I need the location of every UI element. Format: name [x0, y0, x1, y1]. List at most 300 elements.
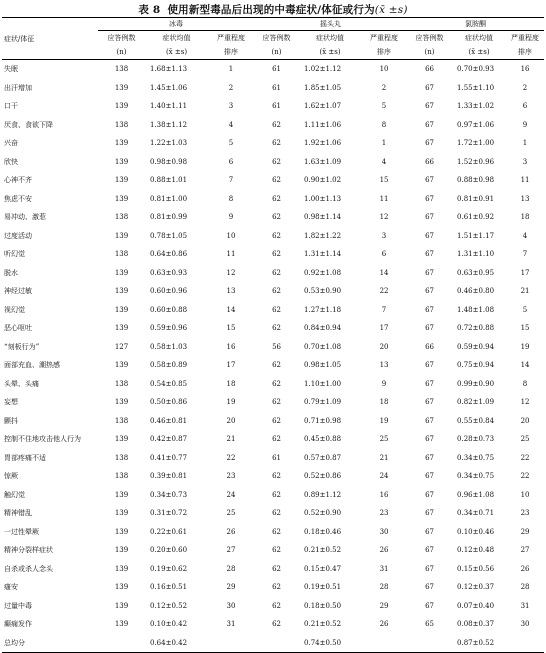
response-count-cell: 62 [272, 379, 281, 388]
severity-rank-cell: 7 [522, 250, 528, 259]
symptom-name: 易冲动、激惹 [4, 213, 46, 222]
symptom-mean-cell: 0.52±0.90 [304, 509, 342, 518]
group-header-ice: 冰毒 [98, 18, 254, 31]
symptom-name: 触幻觉 [4, 490, 25, 499]
severity-rank-cell: 12 [520, 398, 530, 407]
severity-rank-cell: 16 [379, 490, 389, 499]
severity-rank-cell: 17 [379, 324, 389, 333]
symptom-mean-cell: 0.34±0.71 [457, 509, 495, 518]
severity-rank-cell: 21 [520, 287, 530, 296]
severity-rank-cell [208, 634, 254, 653]
severity-rank-cell: 23 [379, 509, 389, 518]
severity-rank-cell: 15 [520, 324, 530, 333]
severity-rank-cell: 2 [228, 83, 234, 92]
symptom-name: 口干 [4, 102, 18, 111]
symptom-mean-cell: 0.81±0.91 [457, 194, 495, 203]
table-row [2, 319, 544, 338]
severity-rank-cell: 13 [379, 361, 389, 370]
response-count-cell: 139 [114, 398, 129, 407]
symptom-mean-cell: 0.61±0.92 [457, 213, 495, 222]
table-row [2, 375, 544, 394]
response-count-cell: 62 [272, 583, 281, 592]
response-count-cell: 62 [272, 231, 281, 240]
symptom-mean-cell: 0.63±0.95 [457, 268, 495, 277]
symptom-mean-cell: 0.78±1.05 [150, 231, 188, 240]
table-row [2, 467, 544, 486]
symptom-mean-cell: 0.98±0.98 [150, 157, 188, 166]
severity-rank-cell [361, 634, 407, 653]
response-count-cell: 139 [114, 490, 129, 499]
severity-rank-cell: 20 [226, 416, 236, 425]
symptom-mean-cell: 0.88±0.98 [457, 176, 495, 185]
symptom-mean-cell: 0.15±0.56 [457, 564, 495, 573]
symptom-mean-cell: 1.31±1.14 [304, 250, 342, 259]
symptom-mean-cell: 1.22±1.03 [150, 139, 188, 148]
severity-rank-cell: 23 [226, 472, 236, 481]
response-count-cell [254, 634, 299, 653]
table-row [2, 393, 544, 412]
severity-rank-cell: 22 [226, 453, 236, 462]
response-count-cell: 138 [114, 250, 129, 259]
symptom-column-header: 症状/体征 [4, 34, 35, 43]
symptom-mean-cell: 0.28±0.73 [457, 435, 495, 444]
severity-rank-cell: 25 [226, 509, 236, 518]
severity-rank-cell: 13 [226, 287, 236, 296]
response-count-cell: 67 [425, 453, 434, 462]
severity-rank-cell: 22 [520, 453, 530, 462]
response-count-cell: 67 [425, 250, 434, 259]
table-row [2, 171, 544, 190]
symptom-mean-cell: 0.52±0.86 [304, 472, 342, 481]
severity-rank-cell: 1 [228, 65, 234, 74]
response-count-cell: 139 [114, 287, 129, 296]
table-row [2, 97, 544, 116]
symptom-name: 心神不齐 [4, 176, 32, 185]
response-count-cell: 139 [114, 102, 129, 111]
response-count-cell: 62 [272, 305, 281, 314]
severity-rank-cell: 4 [381, 157, 387, 166]
symptom-mean-cell: 1.51±1.17 [457, 231, 495, 240]
response-count-cell: 62 [272, 176, 281, 185]
severity-rank-cell: 14 [226, 305, 236, 314]
severity-rank-cell: 5 [522, 305, 528, 314]
severity-rank-cell: 8 [522, 379, 528, 388]
table-number: 表 8 [138, 4, 161, 16]
severity-rank-cell: 31 [520, 601, 530, 610]
symptom-mean-cell: 0.45±0.88 [304, 435, 342, 444]
symptom-mean-cell: 0.60±0.96 [150, 287, 188, 296]
severity-rank-cell: 26 [379, 620, 389, 629]
symptom-name: 面部充血、潮热感 [4, 361, 60, 370]
column-subheader: (n) [424, 48, 435, 56]
response-count-cell: 67 [425, 194, 434, 203]
symptom-mean-cell: 0.15±0.47 [304, 564, 342, 573]
response-count-cell: 67 [425, 231, 434, 240]
symptom-mean-cell: 0.22±0.61 [150, 527, 188, 536]
response-count-cell: 62 [272, 120, 281, 129]
response-count-cell: 62 [272, 620, 281, 629]
response-count-cell: 67 [425, 546, 434, 555]
severity-rank-cell: 5 [228, 139, 234, 148]
symptom-mean-cell: 0.64±0.86 [150, 250, 188, 259]
response-count-cell: 139 [114, 546, 129, 555]
table-row [2, 504, 544, 523]
table-row [2, 227, 544, 246]
table-row [2, 449, 544, 468]
response-count-cell: 67 [425, 583, 434, 592]
severity-rank-cell: 27 [226, 546, 236, 555]
table-row [2, 560, 544, 579]
column-header: 严重程度 [370, 34, 399, 42]
table-row [2, 190, 544, 209]
column-header: 症状均值 [162, 34, 191, 42]
symptom-mean-cell: 0.81±1.00 [150, 194, 188, 203]
severity-rank-cell: 10 [379, 65, 389, 74]
severity-rank-cell: 11 [226, 250, 236, 259]
symptom-name: 癫痫发作 [4, 620, 32, 629]
severity-rank-cell: 3 [381, 231, 387, 240]
severity-rank-cell: 2 [381, 83, 387, 92]
severity-rank-cell: 31 [379, 564, 389, 573]
table-row [2, 264, 544, 283]
severity-rank-cell: 24 [379, 472, 389, 481]
table-row [2, 208, 544, 227]
severity-rank-cell: 14 [520, 361, 530, 370]
table-row [2, 486, 544, 505]
symptom-mean-cell: 0.50±0.86 [150, 398, 188, 407]
column-subheader: 排序 [377, 48, 392, 56]
severity-rank-cell: 18 [520, 213, 530, 222]
table-body [2, 60, 544, 653]
symptom-mean-cell: 0.18±0.46 [304, 527, 342, 536]
table-row [2, 60, 544, 79]
response-count-cell: 139 [114, 324, 129, 333]
response-count-cell: 67 [425, 139, 434, 148]
severity-rank-cell: 26 [379, 546, 389, 555]
symptom-mean-cell: 0.34±0.75 [457, 453, 495, 462]
symptom-mean-cell: 0.57±0.87 [304, 453, 342, 462]
response-count-cell: 67 [425, 416, 434, 425]
symptom-mean-cell: 0.16±0.51 [150, 583, 188, 592]
response-count-cell: 62 [272, 564, 281, 573]
symptom-mean-cell: 0.34±0.73 [150, 490, 188, 499]
severity-rank-cell: 9 [522, 120, 528, 129]
severity-rank-cell: 6 [228, 157, 234, 166]
response-count-cell: 139 [114, 527, 129, 536]
severity-rank-cell: 20 [520, 416, 530, 425]
symptom-name: 瘙安 [4, 583, 18, 592]
symptom-name: 兴奋 [4, 139, 18, 148]
symptom-mean-cell: 1.82±1.22 [304, 231, 342, 240]
symptom-mean-cell: 1.72±1.00 [457, 139, 495, 148]
column-subheader: (x̄ ±s) [165, 48, 188, 56]
symptom-name: 神经过敏 [4, 287, 32, 296]
symptom-mean-cell: 0.20±0.60 [150, 546, 188, 555]
response-count-cell: 66 [425, 342, 434, 351]
column-header: 严重程度 [511, 34, 540, 42]
column-header: 应答例数 [107, 34, 136, 42]
response-count-cell: 139 [114, 176, 129, 185]
response-count-cell: 67 [425, 287, 434, 296]
severity-rank-cell: 3 [522, 157, 528, 166]
response-count-cell: 67 [425, 83, 434, 92]
severity-rank-cell: 15 [226, 324, 236, 333]
severity-rank-cell: 6 [381, 250, 387, 259]
symptom-mean-cell: 0.46±0.80 [457, 287, 495, 296]
severity-rank-cell: 21 [226, 435, 236, 444]
severity-rank-cell: 18 [379, 398, 389, 407]
response-count-cell: 139 [114, 509, 129, 518]
symptom-name: 过度活动 [4, 231, 32, 240]
symptom-name: 听幻觉 [4, 250, 25, 259]
severity-rank-cell: 12 [379, 213, 389, 222]
severity-rank-cell: 4 [228, 120, 234, 129]
response-count-cell: 67 [425, 379, 434, 388]
severity-rank-cell: 8 [381, 120, 387, 129]
response-count-cell: 138 [114, 416, 129, 425]
symptom-name: 脱水 [4, 268, 18, 277]
severity-rank-cell: 26 [520, 564, 530, 573]
response-count-cell: 67 [425, 601, 434, 610]
symptom-mean-cell: 0.75±0.94 [457, 361, 495, 370]
table-row [2, 578, 544, 597]
response-count-cell: 138 [114, 65, 129, 74]
group-header-ecstasy: 摇头丸 [254, 18, 407, 31]
response-count-cell: 62 [272, 546, 281, 555]
severity-rank-cell: 25 [379, 435, 389, 444]
severity-rank-cell: 21 [379, 453, 389, 462]
severity-rank-cell: 19 [226, 398, 236, 407]
column-header: 严重程度 [217, 34, 246, 42]
symptom-name: 出汗增加 [4, 83, 32, 92]
response-count-cell: 66 [425, 157, 434, 166]
symptom-mean-cell: 0.71±0.98 [304, 416, 342, 425]
severity-rank-cell [506, 634, 544, 653]
severity-rank-cell: 20 [379, 342, 389, 351]
severity-rank-cell: 29 [379, 601, 389, 610]
response-count-cell: 67 [425, 435, 434, 444]
symptom-mean-cell: 0.08±0.37 [457, 620, 495, 629]
severity-rank-cell: 28 [379, 583, 389, 592]
response-count-cell: 127 [114, 342, 129, 351]
response-count-cell: 139 [114, 83, 129, 92]
symptom-mean-cell: 1.38±1.12 [150, 120, 188, 129]
symptom-mean-cell: 0.70±0.93 [457, 65, 495, 74]
symptom-mean-cell: 1.33±1.02 [457, 102, 495, 111]
symptom-mean-cell: 0.18±0.50 [304, 601, 342, 610]
severity-rank-cell: 17 [226, 361, 236, 370]
severity-rank-cell: 28 [226, 564, 236, 573]
symptom-name: 精神分裂样症状 [4, 546, 53, 555]
symptom-mean-cell: 0.84±0.94 [304, 324, 342, 333]
response-count-cell: 62 [272, 250, 281, 259]
severity-rank-cell: 22 [520, 472, 530, 481]
severity-rank-cell: 19 [520, 342, 530, 351]
symptom-table [2, 17, 544, 653]
table-header [2, 18, 544, 60]
symptom-mean-cell: 0.63±0.93 [150, 268, 188, 277]
symptom-name: 一过性晕厥 [4, 527, 39, 536]
severity-rank-cell: 12 [226, 268, 236, 277]
severity-rank-cell: 30 [520, 620, 530, 629]
symptom-mean-cell: 0.21±0.52 [304, 546, 342, 555]
symptom-name: 精神错乱 [4, 509, 32, 518]
response-count-cell: 139 [114, 435, 129, 444]
severity-rank-cell: 30 [379, 527, 389, 536]
response-count-cell: 62 [272, 194, 281, 203]
response-count-cell: 138 [114, 213, 129, 222]
symptom-mean-cell: 1.92±1.06 [304, 139, 342, 148]
column-subheader: 排序 [518, 48, 533, 56]
response-count-cell: 67 [425, 490, 434, 499]
symptom-mean-cell: 1.68±1.13 [150, 65, 188, 74]
symptom-mean-cell: 0.81±0.99 [150, 213, 188, 222]
symptom-mean-cell: 1.27±1.18 [304, 305, 342, 314]
symptom-mean-cell: 0.19±0.51 [304, 583, 342, 592]
response-count-cell: 61 [272, 83, 281, 92]
response-count-cell: 61 [272, 453, 281, 462]
group-header-ketamine: 氯胺酮 [407, 18, 544, 31]
severity-rank-cell: 10 [520, 490, 530, 499]
response-count-cell: 139 [114, 601, 129, 610]
column-header: 症状均值 [316, 34, 345, 42]
table-row [2, 245, 544, 264]
symptom-name: 过量中毒 [4, 601, 32, 610]
symptom-mean-cell: 0.21±0.52 [304, 620, 342, 629]
response-count-cell: 67 [425, 527, 434, 536]
response-count-cell: 67 [425, 120, 434, 129]
severity-rank-cell: 10 [226, 231, 236, 240]
response-count-cell: 62 [272, 324, 281, 333]
symptom-name: 胃部疼痛不适 [4, 453, 46, 462]
column-subheader: 排序 [224, 48, 239, 56]
severity-rank-cell: 27 [520, 546, 530, 555]
symptom-name: 厌食、食欲下降 [4, 120, 53, 129]
severity-rank-cell: 1 [522, 139, 528, 148]
response-count-cell: 62 [272, 472, 281, 481]
response-count-cell: 62 [272, 268, 281, 277]
table-row [2, 356, 544, 375]
severity-rank-cell: 13 [520, 194, 530, 203]
symptom-mean-cell: 0.12±0.48 [457, 546, 495, 555]
symptom-name: 惊厥 [4, 472, 18, 481]
symptom-mean-cell: 1.10±1.00 [304, 379, 342, 388]
severity-rank-cell: 14 [379, 268, 389, 277]
response-count-cell: 62 [272, 490, 281, 499]
symptom-mean-cell: 0.58±0.89 [150, 361, 188, 370]
table-row [2, 541, 544, 560]
symptom-mean-cell: 0.89±1.12 [304, 490, 342, 499]
symptom-name: 视幻觉 [4, 305, 25, 314]
response-count-cell: 139 [114, 139, 129, 148]
table-row [2, 412, 544, 431]
response-count-cell: 67 [425, 102, 434, 111]
severity-rank-cell: 7 [228, 176, 234, 185]
table-row [2, 301, 544, 320]
response-count-cell: 62 [272, 435, 281, 444]
symptom-mean-cell: 1.45±1.06 [150, 83, 188, 92]
response-count-cell: 67 [425, 268, 434, 277]
severity-rank-cell: 15 [379, 176, 389, 185]
column-subheader: (n) [271, 48, 282, 56]
severity-rank-cell: 8 [228, 194, 234, 203]
symptom-mean-cell: 0.90±1.02 [304, 176, 342, 185]
response-count-cell: 67 [425, 398, 434, 407]
table-unit: (x̄ ±s) [374, 4, 408, 16]
symptom-mean-cell: 0.54±0.85 [150, 379, 188, 388]
response-count-cell: 139 [114, 268, 129, 277]
symptom-mean-cell: 0.07±0.40 [457, 601, 495, 610]
table-row [2, 282, 544, 301]
response-count-cell: 67 [425, 509, 434, 518]
severity-rank-cell: 7 [381, 305, 387, 314]
symptom-mean-cell: 1.02±1.12 [304, 65, 342, 74]
table-row [2, 430, 544, 449]
severity-rank-cell: 23 [520, 509, 530, 518]
response-count-cell: 56 [272, 342, 281, 351]
response-count-cell: 62 [272, 287, 281, 296]
response-count-cell: 139 [114, 361, 129, 370]
symptom-mean-cell: 1.00±1.13 [304, 194, 342, 203]
symptom-name: 自杀或杀人念头 [4, 564, 53, 573]
column-subheader: (x̄ ±s) [319, 48, 341, 56]
column-header: 应答例数 [262, 34, 291, 42]
column-header: 应答例数 [415, 34, 444, 42]
response-count-cell: 67 [425, 564, 434, 573]
symptom-mean-cell: 0.59±0.96 [150, 324, 188, 333]
symptom-mean-cell: 1.52±0.96 [457, 157, 495, 166]
symptom-mean-cell: 0.55±0.84 [457, 416, 495, 425]
symptom-mean-cell: 1.31±1.10 [457, 250, 495, 259]
severity-rank-cell: 9 [228, 213, 234, 222]
table-caption [0, 2, 546, 17]
severity-rank-cell: 28 [520, 583, 530, 592]
symptom-mean-cell: 0.10±0.46 [457, 527, 495, 536]
symptom-mean-cell: 0.72±0.88 [457, 324, 495, 333]
severity-rank-cell: 3 [228, 102, 234, 111]
response-count-cell: 67 [425, 472, 434, 481]
response-count-cell: 138 [114, 379, 129, 388]
response-count-cell: 138 [114, 453, 129, 462]
symptom-mean-cell: 1.62±1.07 [304, 102, 342, 111]
response-count-cell: 139 [114, 564, 129, 573]
severity-rank-cell: 26 [226, 527, 236, 536]
severity-rank-cell: 25 [520, 435, 530, 444]
response-count-cell: 67 [425, 213, 434, 222]
table-row [2, 615, 544, 634]
severity-rank-cell: 16 [226, 342, 236, 351]
response-count-cell: 61 [272, 102, 281, 111]
severity-rank-cell: 5 [381, 102, 387, 111]
symptom-name: 头晕、头痛 [4, 379, 39, 388]
response-count-cell: 138 [114, 120, 129, 129]
symptom-name: “刻板行为” [4, 342, 40, 351]
response-count-cell: 139 [114, 231, 129, 240]
symptom-mean-cell: 0.12±0.37 [457, 583, 495, 592]
response-count-cell: 62 [272, 601, 281, 610]
table-title: 使用新型毒品后出现的中毒症状/体征或行为 [167, 4, 375, 16]
symptom-mean-cell: 0.99±0.90 [457, 379, 495, 388]
symptom-mean-cell: 0.41±0.77 [150, 453, 188, 462]
symptom-name: 欣快 [4, 157, 18, 166]
table-row [2, 153, 544, 172]
severity-rank-cell: 19 [379, 416, 389, 425]
severity-rank-cell: 17 [520, 268, 530, 277]
response-count-cell: 62 [272, 213, 281, 222]
column-subheader: (n) [116, 48, 127, 56]
response-count-cell [407, 634, 452, 653]
symptom-mean-cell: 0.87±0.52 [457, 638, 495, 647]
